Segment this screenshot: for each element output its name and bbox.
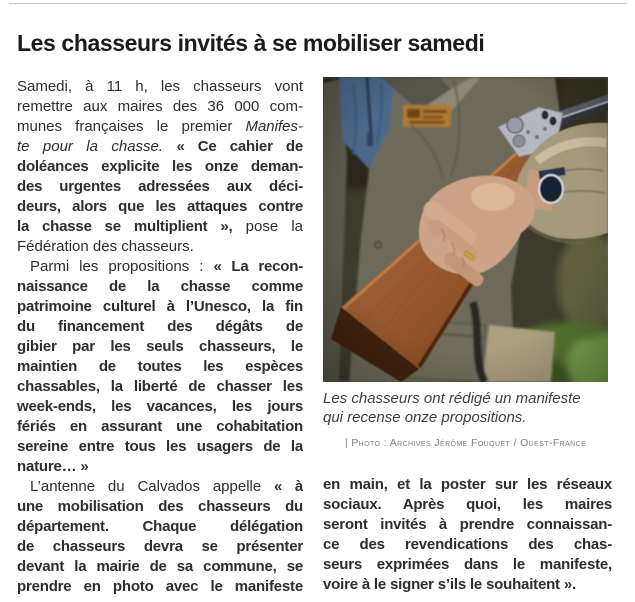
text-run: Samedi, à 11 h, les chasseurs vont: [17, 78, 303, 95]
text-run: patrimoine culturel à l’Unesco, la fin: [17, 298, 303, 315]
text-run: « à: [274, 478, 303, 495]
article-text-line: [17, 217, 303, 237]
photo-caption-line: Les chasseurs ont rédigé un manifeste: [323, 390, 581, 407]
article-text-line: [17, 157, 303, 177]
text-run: devant la mairie de sa commune, se: [17, 558, 303, 575]
text-run: te pour la chasse.: [17, 138, 177, 155]
text-run: doléances explicite les onze deman-: [17, 158, 303, 175]
article-text-line: [323, 475, 612, 495]
article-text-line: [323, 575, 612, 595]
text-run: pose la: [232, 218, 303, 235]
article-text-line: [323, 535, 612, 555]
text-run: prendre en photo avec le manifeste: [17, 578, 303, 595]
article-text-line: [17, 237, 303, 257]
article-text-line: [17, 357, 303, 377]
article-text-line: [17, 557, 303, 577]
article-photo: [323, 77, 608, 382]
text-run: maintien de toutes les espèces: [17, 358, 303, 375]
text-run: seront invités à prendre connaissan-: [323, 516, 612, 533]
text-run: munes françaises le premier: [17, 118, 246, 135]
text-run: sereine entre tous les usagers de la: [17, 438, 303, 455]
text-run: « Ce cahier de: [176, 138, 303, 155]
text-run: Fédération des chasseurs.: [17, 238, 194, 255]
photo-credit: | Photo : Archives Jérôme Fouquet / Ouest-France: [344, 437, 587, 449]
text-run: la chasse se multiplient »,: [17, 218, 233, 235]
text-run: chassables, la liberté de chasser les: [17, 378, 303, 395]
article-text-line: [17, 317, 303, 337]
article-text-line: [17, 497, 303, 517]
text-run: du financement des dégâts de: [17, 318, 303, 335]
article-text-line: [17, 537, 303, 557]
article-text-line: [17, 197, 303, 217]
photo-caption: [323, 389, 608, 427]
article-text-line: [17, 457, 303, 477]
text-run: naissance de la chasse comme: [17, 278, 303, 295]
text-run: nature… »: [17, 458, 89, 475]
article-headline: Les chasseurs invités à se mobiliser samedi: [17, 30, 485, 56]
article-text-line: [17, 377, 303, 397]
text-run: seurs exprimées dans le manifeste,: [323, 556, 612, 573]
article-text-line: [17, 417, 303, 437]
text-run: voire à le signer s’ils le souhaitent ».: [323, 576, 576, 593]
article-text-line: [17, 257, 303, 277]
text-run: Manifes-: [245, 118, 303, 135]
article-text-line: [17, 437, 303, 457]
text-run: sociaux. Après quoi, les maires: [323, 496, 612, 513]
article-text-line: [17, 117, 303, 137]
text-run: gibier par les seuls chasseurs, le: [17, 338, 303, 355]
article-text-line: [17, 517, 303, 537]
text-run: fériés en assurant une cohabitation: [17, 418, 303, 435]
article-text-line: [17, 97, 303, 117]
article-text-line: [17, 77, 303, 97]
article-text-line: [17, 397, 303, 417]
article-text-line: [17, 477, 303, 497]
article-text-line: [17, 177, 303, 197]
article-text-line: [323, 515, 612, 535]
article-text-line: [323, 555, 612, 575]
article-left-column: [17, 77, 303, 597]
top-rule: [9, 3, 627, 4]
text-run: « La recon-: [213, 258, 303, 275]
article-text-line: [17, 577, 303, 597]
text-run: Parmi les propositions :: [30, 258, 214, 275]
article-text-line: [17, 297, 303, 317]
text-run: L’antenne du Calvados appelle: [30, 478, 275, 495]
article-right-column: [323, 475, 612, 595]
text-run: de chasseurs devra se présenter: [17, 538, 303, 555]
text-run: en main, et la poster sur les réseaux: [323, 476, 612, 493]
text-run: une mobilisation des chasseurs du: [17, 498, 303, 515]
text-run: département. Chaque délégation: [17, 518, 303, 535]
hunter-shotgun-photo-illustration: [323, 77, 608, 382]
article-text-line: [17, 337, 303, 357]
article-text-line: [17, 277, 303, 297]
text-run: remettre aux maires des 36 000 com-: [17, 98, 303, 115]
article-text-line: [323, 495, 612, 515]
text-run: des urgentes adressées aux déci-: [17, 178, 303, 195]
photo-caption-line: qui recense onze propositions.: [323, 409, 527, 426]
article-text-line: [17, 137, 303, 157]
photo-vignette: [323, 77, 608, 382]
text-run: ce des revendications des chas-: [323, 536, 612, 553]
text-run: week-ends, les vacances, les jours: [17, 398, 303, 415]
text-run: deurs, alors que les attaques contre: [17, 198, 303, 215]
